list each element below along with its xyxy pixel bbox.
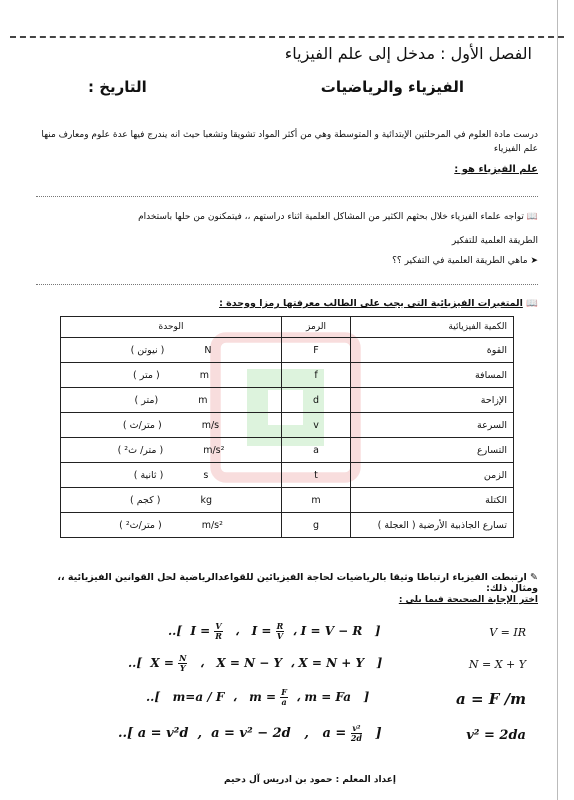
unit-symbol: kg xyxy=(200,494,212,506)
relation-paragraph: ✎ ارتبطت الفيزياء ارتباطا وثيقا بالرياضيات لحاجة الفيزيائين للقواعدالرياضية لحل القوانين الفيزيائية ،، ومثال ذلك: xyxy=(57,572,538,594)
symbol-cell: F xyxy=(282,338,351,363)
given-equation: V = IR xyxy=(489,626,526,639)
equation-question-2 xyxy=(0,652,574,680)
book-icon: 📖 xyxy=(526,298,538,309)
unit-name: ( كجم ) xyxy=(130,494,161,506)
scientific-method-paragraph: 📖 تواجه علماء الفيزياء خلال بحثهم الكثير من المشاكل العلمية اثناء دراستهم ،، فيتمكنون من حلها باستخدام xyxy=(138,212,538,222)
unit-name: ( متر/ث ) xyxy=(122,419,162,431)
choose-heading: اختر الإجابة الصحيحة فيما يلي : xyxy=(398,595,538,605)
quantity-cell: تسارع الجاذبية الأرضية ( العجلة ) xyxy=(351,513,514,538)
unit-symbol: m/s xyxy=(201,419,220,431)
scientific-method-question: ➤ ماهي الطريقة العلمية في التفكير ؟؟ xyxy=(392,256,538,266)
symbol-cell: t xyxy=(282,463,351,488)
date-label: التاريخ : xyxy=(88,78,147,96)
unit-symbol: m/s² xyxy=(201,519,223,531)
unit-symbol: m/s² xyxy=(203,444,225,456)
unit-cell xyxy=(61,513,282,538)
equation-question-3 xyxy=(0,686,574,714)
unit-symbol: s xyxy=(203,469,209,481)
unit-name: ( متر/ ث² ) xyxy=(117,444,164,456)
quantity-cell: القوة xyxy=(351,338,514,363)
teacher-credit: إعداد المعلم : حمود بن ادريس آل دحيم xyxy=(224,775,396,785)
answer-dotted-line xyxy=(36,284,538,285)
equation-question-4 xyxy=(0,722,574,750)
unit-symbol: m xyxy=(199,369,209,381)
unit-cell xyxy=(61,438,282,463)
symbol-cell: d xyxy=(282,388,351,413)
unit-name: ( نيوتن ) xyxy=(130,344,165,356)
table-row xyxy=(61,463,514,488)
quantity-cell: الزمن xyxy=(351,463,514,488)
column-header: الكمية الفيزيائية xyxy=(351,317,514,338)
table-row xyxy=(61,363,514,388)
column-header: الوحدة xyxy=(61,317,282,338)
variables-table xyxy=(60,316,514,538)
pencil-icon: ✎ xyxy=(530,572,538,583)
unit-cell xyxy=(61,363,282,388)
right-border-line xyxy=(557,0,558,800)
unit-name: ( متر ) xyxy=(133,369,160,381)
unit-symbol: m xyxy=(198,394,208,406)
given-equation: N = X + Y xyxy=(468,658,526,671)
quantity-cell: السرعة xyxy=(351,413,514,438)
unit-cell xyxy=(61,413,282,438)
quantity-cell: الإزاحة xyxy=(351,388,514,413)
symbol-cell: f xyxy=(282,363,351,388)
lesson-title: الفيزياء والرياضيات xyxy=(320,78,464,96)
table-header-row xyxy=(61,317,514,338)
table-row xyxy=(61,388,514,413)
equation-options: ..[ I = $\frac{V}{R}$ ، I = $\frac{R}{V}$ ، I = V − R ] xyxy=(168,621,381,641)
quantity-cell: المسافة xyxy=(351,363,514,388)
quantity-cell: التسارع xyxy=(351,438,514,463)
top-dashed-border xyxy=(10,36,564,38)
unit-cell xyxy=(61,463,282,488)
unit-name: ( متر) xyxy=(134,394,159,406)
answer-dotted-line xyxy=(36,196,538,197)
arrow-bullet-icon: ➤ xyxy=(530,256,538,266)
chapter-title: الفصل الأول : مدخل إلى علم الفيزياء xyxy=(284,44,532,63)
table-row xyxy=(61,513,514,538)
table-row xyxy=(61,413,514,438)
symbol-cell: v xyxy=(282,413,351,438)
symbol-cell: m xyxy=(282,488,351,513)
unit-cell xyxy=(61,388,282,413)
unit-cell xyxy=(61,488,282,513)
equation-question-1 xyxy=(0,620,574,648)
quantity-cell: الكتلة xyxy=(351,488,514,513)
scientific-method-label: الطريقة العلمية للتفكير xyxy=(451,236,538,246)
symbol-cell: a xyxy=(282,438,351,463)
book-icon: 📖 xyxy=(526,212,538,222)
given-equation: a = F /m xyxy=(456,690,526,708)
equation-options: ..[ X = $\frac{N}{Y}$ ، X = N − Y ، X = N + Y ] xyxy=(128,653,383,673)
definition-heading: علم الفيزياء هو : xyxy=(454,164,538,175)
unit-cell xyxy=(61,338,282,363)
table-row xyxy=(61,338,514,363)
symbol-cell: g xyxy=(282,513,351,538)
unit-name: ( ثانية ) xyxy=(133,469,164,481)
table-row xyxy=(61,488,514,513)
unit-name: ( متر/ث² ) xyxy=(119,519,162,531)
intro-paragraph: درست مادة العلوم في المرحلتين الإبتدائية و المتوسطة وهي من أكثر المواد تشويقا وتشعبا حيث انه يندرج فيها عدة علوم ومعارف منها علم الفيزياء xyxy=(41,130,538,154)
equation-options: ..[ a = v²d , a = v² − 2d , a = $\frac{\text{v²}}{2d}$ ] xyxy=(118,723,382,743)
unit-symbol: N xyxy=(204,344,212,356)
column-header: الرمز xyxy=(282,317,351,338)
table-row xyxy=(61,438,514,463)
variables-heading: 📖 المتغيرات الفيزيائية التي يجب على الطالب معرفتها رمزا ووحدة : xyxy=(219,298,538,309)
equation-options: ..[ m=a / F ، m = $\frac{F}{a}$ ، m = Fa ] xyxy=(146,687,370,707)
given-equation: v² = 2da xyxy=(466,728,526,743)
